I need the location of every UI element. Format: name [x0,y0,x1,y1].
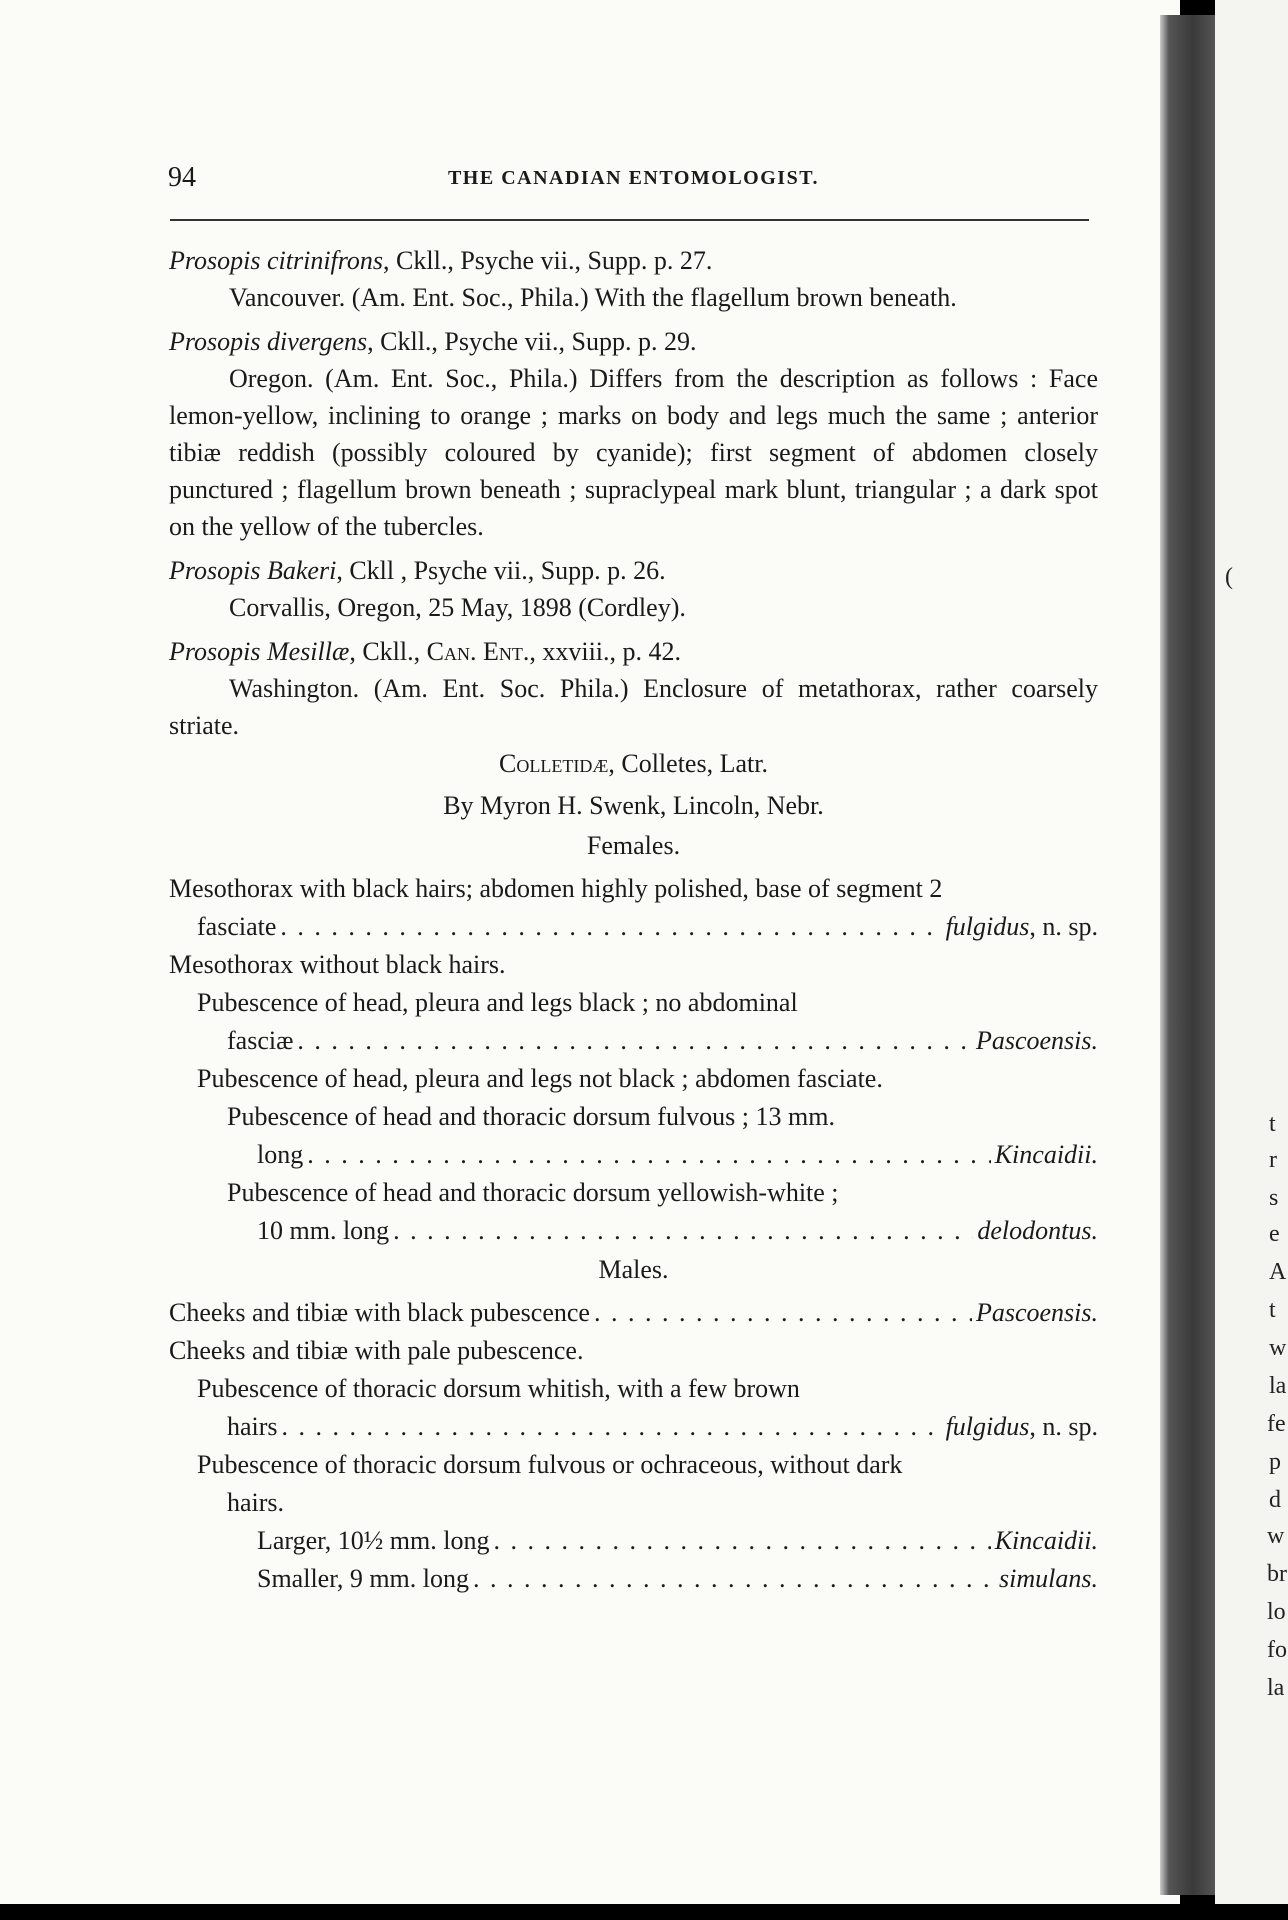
key-species-name: fulgidus [945,1412,1030,1441]
next-page-fragment: A [1269,1259,1287,1285]
next-page-fragment: lo [1267,1599,1286,1625]
key-line: Cheeks and tibiæ with pale pubescence. [169,1336,584,1365]
species-citation: , Ckll., Psyche vii., Supp. p. 27. [383,246,713,275]
author-line: By Myron H. Swenk, Lincoln, Nebr. [443,791,824,820]
key-line: Pubescence of thoracic dorsum fulvous or ochraceous, without dark [197,1450,903,1479]
book-spine-shadow [1160,15,1220,1895]
next-page-fragment: e [1269,1221,1280,1247]
next-page-fragment: ( [1225,564,1233,590]
key-lead-line [169,1294,1098,1332]
leader-dots [282,1408,942,1446]
key-suffix: , n. sp. [1029,912,1098,941]
species-name: Prosopis Bakeri [169,556,337,585]
page-number: 94 [168,162,196,193]
key-line: hairs. [227,1488,285,1517]
leader-dots [473,1560,995,1598]
next-page-fragment: p [1269,1449,1281,1475]
next-page-fragment: la [1269,1373,1287,1399]
running-head: THE CANADIAN ENTOMOLOGIST. [447,167,820,189]
species-name: Prosopis citrinifrons [169,246,384,275]
species-entry-bakeri [169,552,1098,589]
species-note: Washington. (Am. Ent. Soc. Phila.) Enclosure of metathorax, rather coarsely striate. [169,674,1098,740]
species-name: Prosopis Mesillæ [169,637,350,666]
key-line: Pubescence of head and thoracic dorsum yellowish-white ; [227,1178,839,1207]
species-note: Vancouver. (Am. Ent. Soc., Phila.) With the flagellum brown beneath. [229,283,957,312]
header-rule [170,219,1089,221]
next-page-fragment: w [1269,1335,1287,1361]
family-genus: , Colletes, Latr. [608,749,768,778]
species-citation-end: , xxviii., p. 42. [529,637,682,666]
key-lead-text: fasciate [197,912,277,941]
key-line: Pubescence of head, pleura and legs not black ; abdomen fasciate. [197,1064,883,1093]
key-line: Pubescence of thoracic dorsum whitish, with a few brown [197,1374,800,1403]
species-name: Prosopis divergens [169,327,368,356]
next-page-fragment: r [1269,1147,1277,1173]
key-lead-line [169,1212,1098,1250]
key-species-name: simulans. [999,1564,1098,1593]
key-species-name: Kincaidii. [994,1140,1098,1169]
key-lead-line [169,1522,1098,1560]
males-key [169,1294,1098,1598]
species-entry-citrinifrons [169,242,1098,279]
key-lead-line [169,1560,1098,1598]
key-line: Mesothorax without black hairs. [169,950,506,979]
key-suffix: , n. sp. [1029,1412,1098,1441]
scan-bottom-border [0,1904,1288,1920]
leader-dots [393,1212,973,1250]
key-lead-text: fasciæ [227,1026,294,1055]
leader-dots [297,1022,972,1060]
key-lead-text: 10 mm. long [257,1216,390,1245]
species-citation: , Ckll., Psyche vii., Supp. p. 29. [367,327,697,356]
key-lead-text: Cheeks and tibiæ with black pubescence [169,1298,590,1327]
leader-dots [280,908,941,946]
family-heading [169,744,1098,784]
next-page-fragment: w [1267,1523,1285,1549]
key-line: Pubescence of head and thoracic dorsum fulvous ; 13 mm. [227,1102,835,1131]
key-species-name: delodontus. [977,1216,1098,1245]
key-lead-line [169,1022,1098,1060]
next-page-fragment: br [1267,1561,1287,1587]
leader-dots [493,1522,990,1560]
females-key [169,870,1098,1250]
species-entry-mesillae [169,633,1098,670]
key-lead-line [169,1136,1098,1174]
key-species-name: Pascoensis. [975,1026,1098,1055]
key-species-name: Pascoensis. [975,1298,1098,1327]
family-name: Colletidæ [499,749,609,778]
males-heading: Males. [598,1255,669,1284]
key-lead-text: Smaller, 9 mm. long [257,1564,469,1593]
next-page-edge [1215,0,1288,1904]
key-lead-line [169,908,1098,946]
key-line: Pubescence of head, pleura and legs black ; no abdominal [197,988,798,1017]
next-page-fragment: fo [1267,1637,1287,1663]
next-page-fragment: t [1269,1297,1276,1323]
key-lead-text: long [257,1140,304,1169]
species-citation: , Ckll., [349,637,427,666]
next-page-fragment: fe [1267,1411,1286,1437]
species-citation: , Ckll , Psyche vii., Supp. p. 26. [336,556,666,585]
page-body [169,242,1098,1598]
key-species-name: Kincaidii. [994,1526,1098,1555]
leader-dots [594,1294,972,1332]
females-heading: Females. [586,831,681,860]
key-lead-text: Larger, 10½ mm. long [257,1526,490,1555]
species-entry-divergens [169,323,1098,360]
leader-dots [307,1136,990,1174]
key-lead-line [169,1408,1098,1446]
next-page-fragment: t [1269,1111,1276,1137]
key-species-name: fulgidus [945,912,1030,941]
key-lead-text: hairs [227,1412,278,1441]
key-line: Mesothorax with black hairs; abdomen highly polished, base of segment 2 [169,874,943,903]
species-note: Oregon. (Am. Ent. Soc., Phila.) Differs from the description as follows : Face lemon-yellow, inclining to orange ; marks on body and legs much the same ; anterior tibiæ reddish (possibly coloured by cyanide); first segment of abdomen closely punctured ; flagellum brown beneath ; supraclypeal mark blunt, triangular ; a dark spot on the yellow of the tubercles. [169,364,1098,541]
next-page-fragment: la [1267,1675,1285,1701]
species-note: Corvallis, Oregon, 25 May, 1898 (Cordley). [229,593,686,622]
next-page-fragment: d [1269,1487,1281,1513]
journal-abbrev: Can. Ent. [426,637,530,666]
next-page-fragment: s [1269,1185,1279,1211]
